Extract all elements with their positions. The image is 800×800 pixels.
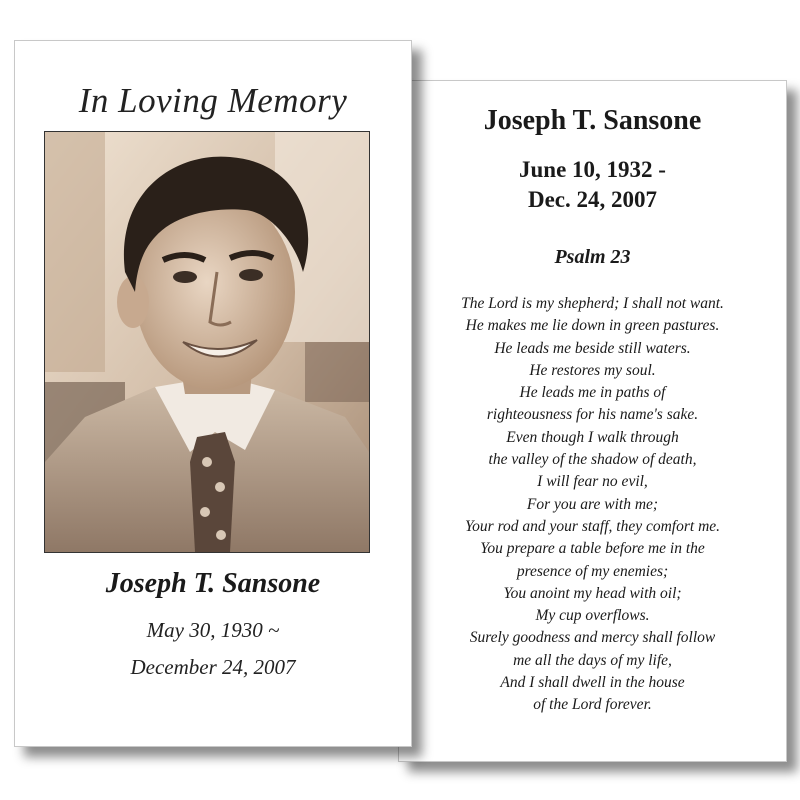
front-card-date-line-2: December 24, 2007 bbox=[130, 655, 296, 679]
psalm-line: He restores my soul. bbox=[529, 361, 656, 379]
in-loving-memory-header: In Loving Memory bbox=[78, 81, 348, 120]
back-card-name: Joseph T. Sansone bbox=[483, 105, 702, 136]
portrait-photo bbox=[44, 131, 370, 553]
psalm-line: He leads me beside still waters. bbox=[494, 339, 691, 357]
psalm-line: righteousness for his name's sake. bbox=[486, 406, 699, 424]
psalm-line: presence of my enemies; bbox=[516, 562, 669, 580]
psalm-line: Even though I walk through bbox=[506, 428, 679, 446]
front-card-name: Joseph T. Sansone bbox=[105, 568, 321, 599]
psalm-line: of the Lord forever. bbox=[533, 696, 652, 714]
psalm-line: Your rod and your staff, they comfort me. bbox=[464, 517, 721, 535]
portrait-illustration bbox=[45, 132, 369, 552]
psalm-line: My cup overflows. bbox=[535, 607, 650, 625]
psalm-line: The Lord is my shepherd; I shall not want. bbox=[461, 295, 724, 312]
front-card-date-line-1: May 30, 1930 ~ bbox=[146, 618, 280, 642]
psalm-line: the valley of the shadow of death, bbox=[488, 451, 697, 469]
psalm-line: You prepare a table before me in the bbox=[480, 540, 705, 558]
back-card-date-line-1: June 10, 1932 - bbox=[519, 157, 666, 182]
psalm-line: You anoint my head with oil; bbox=[503, 584, 682, 602]
psalm-text bbox=[399, 293, 786, 717]
psalm-line: For you are with me; bbox=[526, 495, 659, 513]
psalm-line: He leads me in paths of bbox=[519, 384, 666, 402]
psalm-line: Surely goodness and mercy shall follow bbox=[469, 629, 716, 647]
back-memorial-card bbox=[398, 80, 787, 762]
psalm-line: I will fear no evil, bbox=[537, 473, 648, 491]
back-card-date-line-2: Dec. 24, 2007 bbox=[527, 187, 658, 212]
psalm-line: me all the days of my life, bbox=[513, 651, 672, 669]
front-memorial-card bbox=[14, 40, 412, 747]
psalm-line: And I shall dwell in the house bbox=[500, 674, 685, 692]
psalm-line: He makes me lie down in green pastures. bbox=[465, 317, 720, 335]
psalm-title: Psalm 23 bbox=[554, 246, 631, 268]
